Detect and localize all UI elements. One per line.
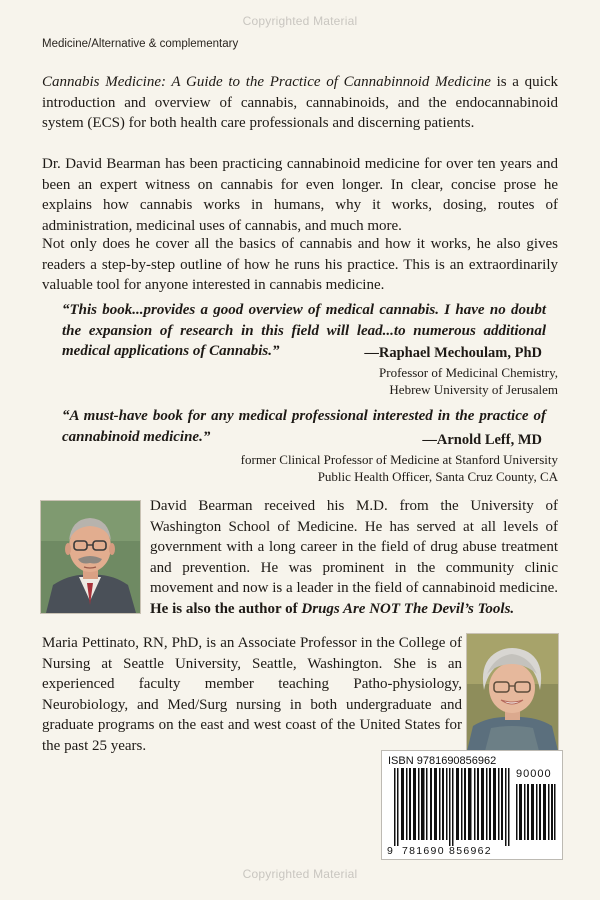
bio-bearman-text: David Bearman received his M.D. from the University of Washington School of Medicine. He has served at all levels of government with a long career in the field of drug abuse treatment and prevention. He was prominent in the community clinic movement and now is a leader in the field of cannabinoid medicine.: [150, 498, 558, 596]
ean-barcode-bars: [394, 768, 510, 846]
portrait-bearman-illustration: [41, 501, 140, 613]
endorsement-quote-leff: “A must-have book for any medical professional interested in the practice of cannabinoid medicine.”: [62, 408, 546, 445]
barcode-digits: 781690 856962: [402, 845, 492, 857]
endorsement-quote-mechoulam: “This book...provides a good overview of medical cannabis. I have no doubt the expansion of research in this field will lead...to numerous additional medical applications of Cannabis.”: [62, 302, 546, 359]
practice-paragraph: Not only does he cover all the basics of cannabis and how it works, he also gives readers a step-by-step outline of how he runs his practice. This is an extraordinarily valuable tool for anyone interested in cannabis medicine.: [42, 236, 558, 293]
author-paragraph: Dr. David Bearman has been practicing cannabinoid medicine for over ten years and been an expert witness on cannabis for even longer. In clear, concise prose he explains how cannabis works in humans, why it works, dosing, routes of administration, medicinal uses of cannabis, and much more.: [42, 156, 558, 234]
bio-bearman-book-title: Drugs Are NOT The Devil’s Tools.: [301, 600, 515, 617]
endorsement-title-mechoulam: Professor of Medicinal Chemistry,: [379, 365, 558, 380]
endorsement-title-leff: former Clinical Professor of Medicine at Stanford University: [240, 452, 558, 467]
book-title: Cannabis Medicine: A Guide to the Practice of Cannabinnoid Medicine: [42, 74, 491, 90]
author-photo-pettinato: [466, 633, 559, 752]
endorsement-author-leff: —Arnold Leff, MD: [422, 432, 542, 448]
book-category: Medicine/Alternative & complementary: [42, 38, 239, 50]
intro-text: is a quick introduction and overview of cannabis, cannabinoids, and the endocannabinoid system (ECS) for both health care professionals and discerning patients.: [42, 74, 558, 131]
barcode-digit-first: 9: [387, 845, 395, 857]
isbn-label: ISBN 9781690856962: [388, 755, 497, 767]
intro-paragraph: [42, 72, 558, 134]
copyright-watermark-top: Copyrighted Material: [242, 14, 358, 28]
endorsement-affiliation-leff: Public Health Officer, Santa Cruz County, CA: [317, 469, 558, 484]
bio-bearman-author-of: He is also the author of: [150, 600, 302, 617]
endorsement-affiliation-mechoulam: Hebrew University of Jerusalem: [389, 382, 558, 397]
bio-pettinato: Maria Pettinato, RN, PhD, is an Associate Professor in the College of Nursing at Seattle University, Seattle, Washington. She is an experienced faculty member teaching Patho-physiology, Neurobiology, and Med/Surg nursing in both undergraduate and graduate programs on the east and west coast of the United States for the past 25 years.: [42, 635, 462, 754]
author-photo-bearman: [40, 500, 141, 614]
portrait-pettinato-illustration: [467, 634, 558, 751]
endorsement-author-mechoulam: —Raphael Mechoulam, PhD: [364, 345, 542, 361]
copyright-watermark-bottom: Copyrighted Material: [242, 867, 358, 881]
addon-barcode-bars: [516, 784, 556, 840]
bio-bearman: [150, 496, 558, 619]
price-code: 90000: [516, 768, 552, 780]
isbn-barcode: [381, 750, 563, 860]
